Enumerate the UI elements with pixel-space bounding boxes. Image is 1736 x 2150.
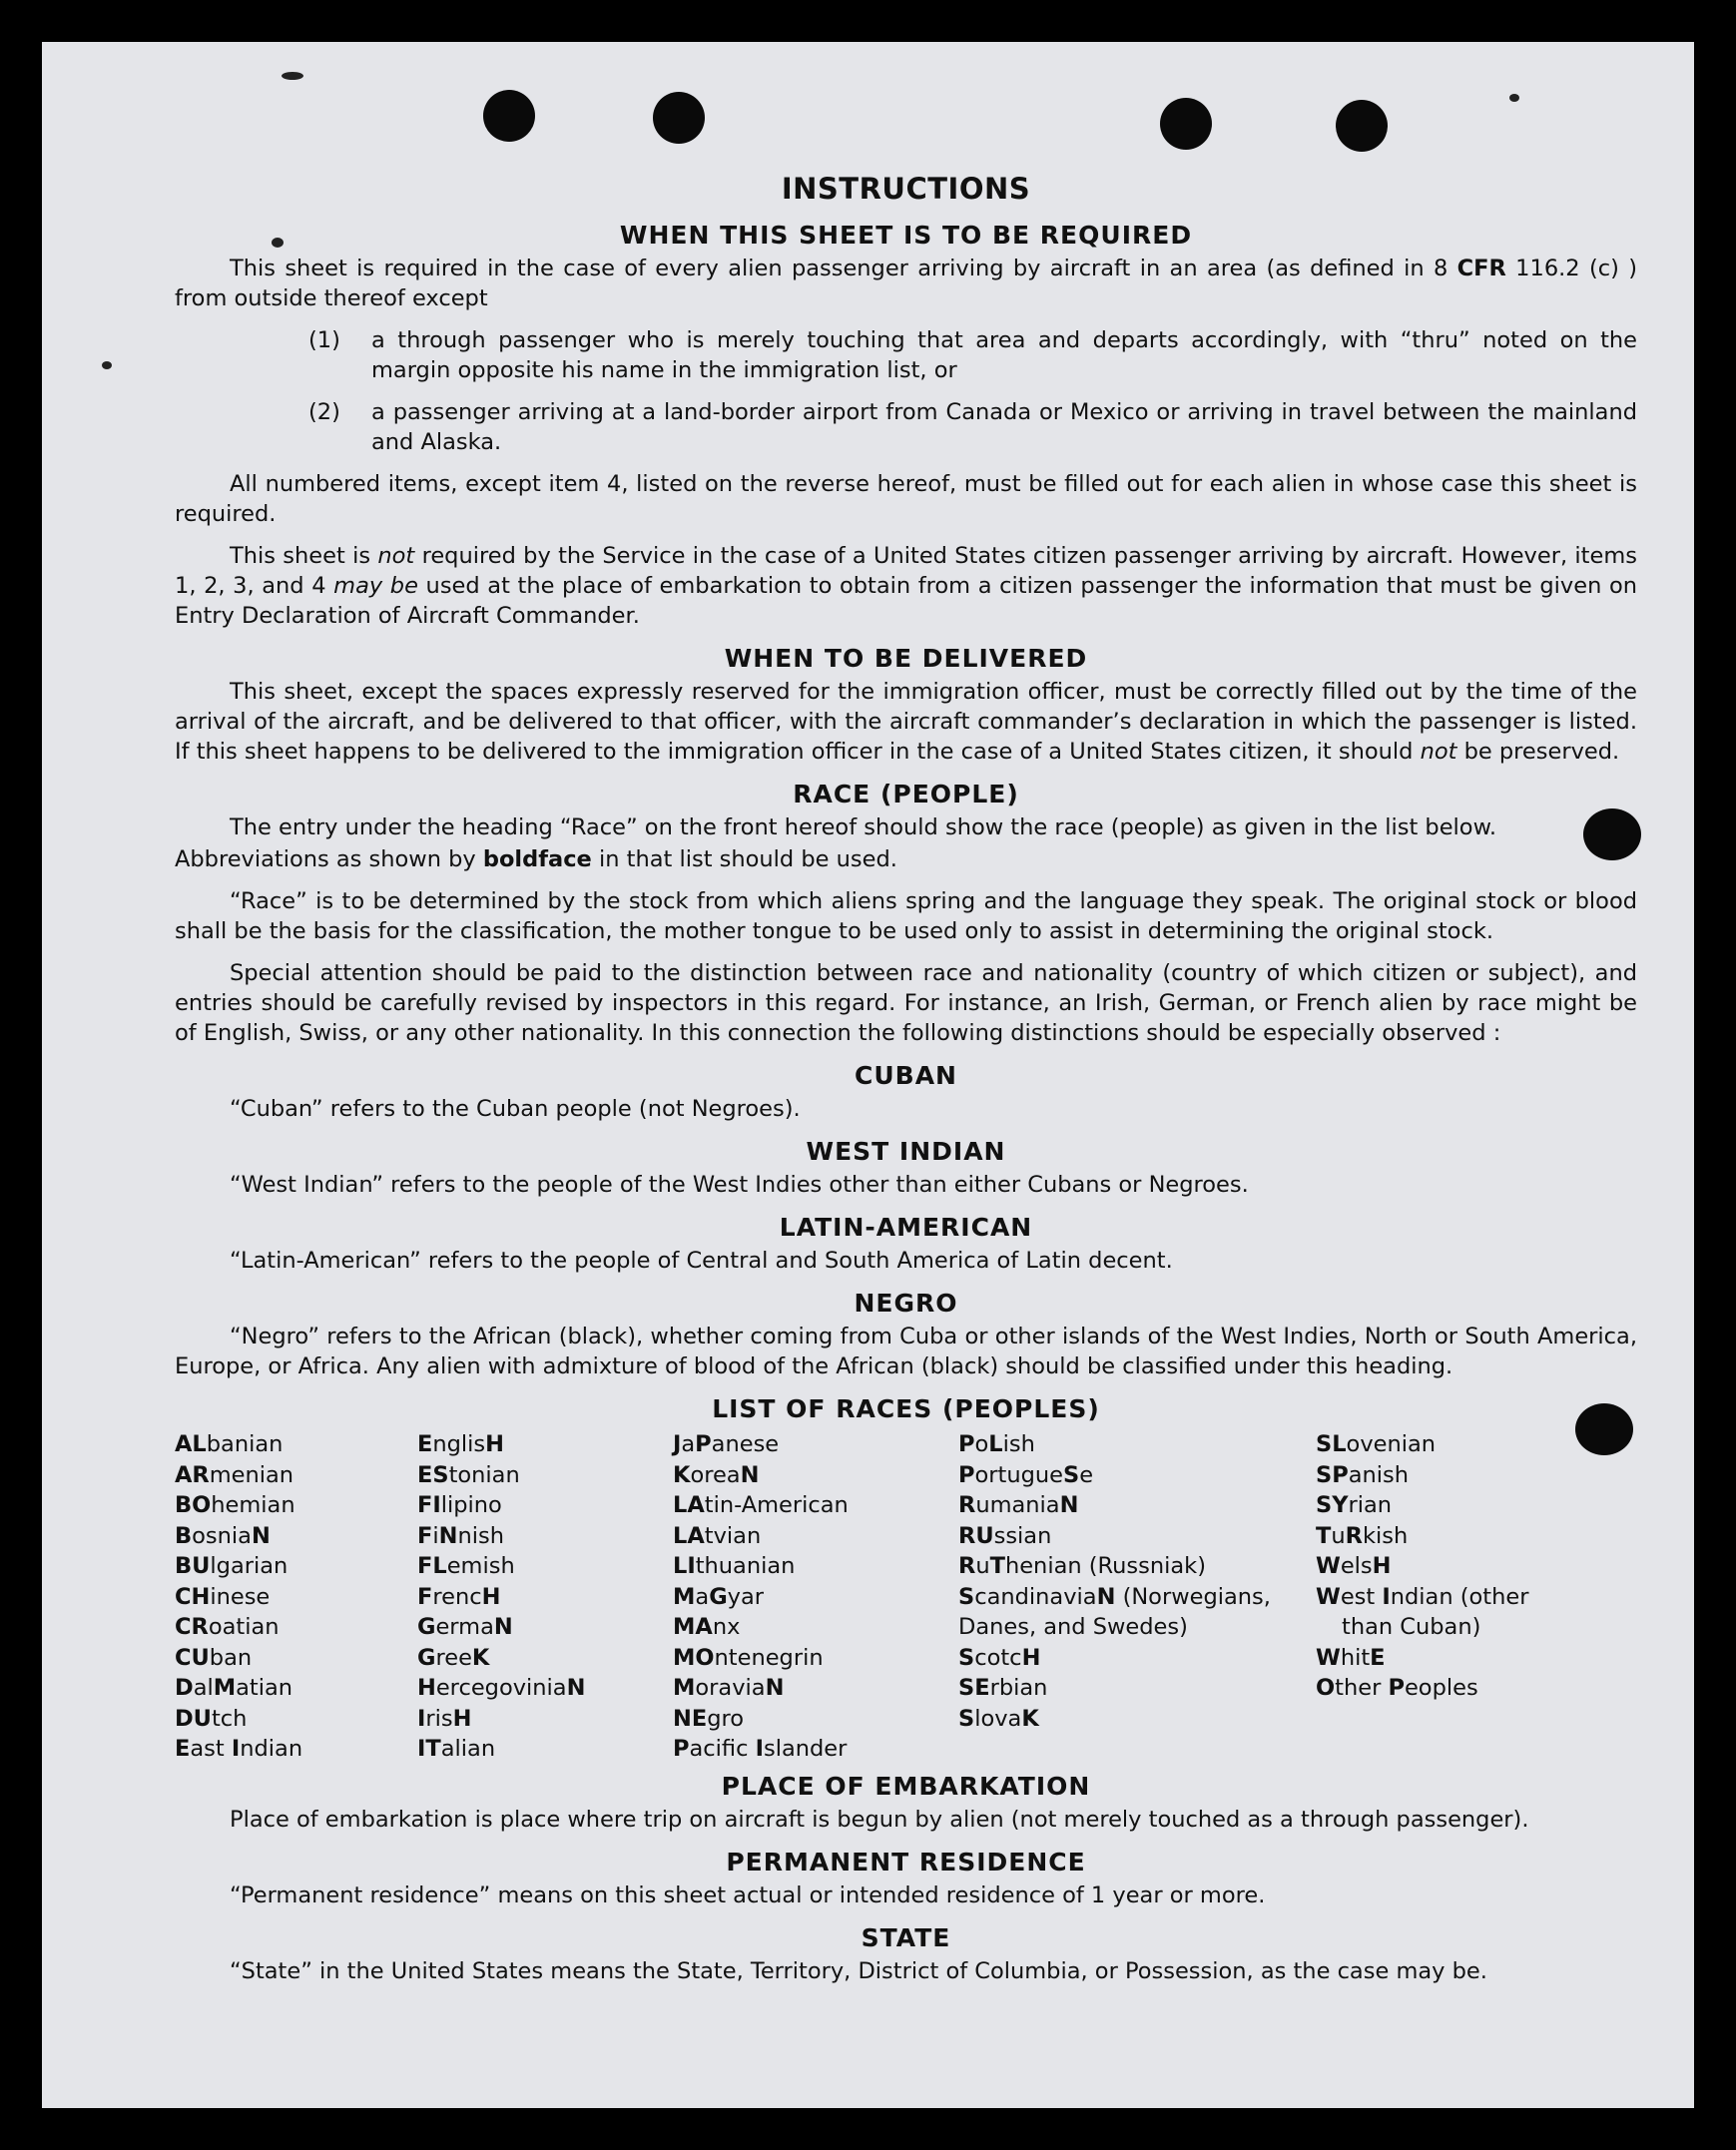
paragraph: “Latin-American” refers to the people of Central and South America of Latin decent. (230, 1248, 1173, 1274)
race-entry: JaPanese (673, 1431, 780, 1457)
race-entry: FiNnish (417, 1522, 504, 1549)
section-heading: CUBAN (855, 1061, 957, 1090)
race-entry: WelsH (1316, 1553, 1392, 1579)
race-entry: RUssian (958, 1522, 1052, 1549)
race-entry: than Cuban) (1342, 1614, 1481, 1640)
race-entry: KoreaN (673, 1461, 760, 1488)
instructions-body (175, 172, 1637, 1998)
race-entry: East Indian (175, 1736, 303, 1762)
race-entry: BOhemian (175, 1492, 295, 1518)
race-entry: LIthuanian (673, 1553, 796, 1579)
ink-speck (282, 72, 303, 80)
race-entry: LAtin-American (673, 1492, 849, 1518)
race-entry: TuRkish (1316, 1522, 1409, 1549)
section-heading: WHEN THIS SHEET IS TO BE REQUIRED (619, 221, 1193, 250)
paragraph: “Race” is to be determined by the stock from which aliens spring and the language they speak. The original stock or blood shall be the basis for the classification, the mother tongue to be used only to assist in determining the original stock. (175, 888, 1637, 944)
section-heading: PERMANENT RESIDENCE (726, 1847, 1086, 1877)
punch-hole (483, 90, 535, 142)
race-entry: SYrian (1316, 1492, 1393, 1518)
race-column (673, 1429, 958, 1765)
race-entry: FIlipino (417, 1492, 502, 1518)
race-entry: CUban (175, 1644, 253, 1671)
race-entry: Pacific Islander (673, 1736, 848, 1762)
race-entry: ScotcH (958, 1644, 1041, 1671)
paragraph: This sheet is required in the case of every alien passenger arriving by aircraft in an area (as defined in 8 CFR 116.2 (c) ) from outside thereof except (175, 256, 1637, 311)
section-heading: LIST OF RACES (PEOPLES) (712, 1394, 1100, 1423)
race-entry: HercegoviniaN (417, 1675, 586, 1701)
race-list (175, 1429, 1637, 1765)
section-heading: PLACE OF EMBARKATION (721, 1771, 1091, 1801)
punch-hole (1160, 98, 1212, 150)
race-entry: RumaniaN (958, 1492, 1079, 1518)
race-entry: ScandinaviaN (Norwegians, Danes, and Swedes) (958, 1583, 1271, 1640)
race-entry: IrisH (417, 1705, 472, 1732)
race-entry: SlovaK (958, 1705, 1039, 1732)
race-entry: PoLish (958, 1431, 1035, 1457)
section-heading: LATIN-AMERICAN (779, 1213, 1033, 1242)
race-entry: FLemish (417, 1553, 515, 1579)
race-entry: RuThenian (Russniak) (958, 1553, 1206, 1579)
paragraph: “Permanent residence” means on this sheet actual or intended residence of 1 year or more. (230, 1881, 1266, 1908)
ink-speck (1509, 94, 1519, 102)
race-entry: ITalian (417, 1736, 496, 1762)
punch-hole (653, 92, 705, 144)
paragraph: All numbered items, except item 4, listed on the reverse hereof, must be filled out for each alien in whose case this sheet is required. (175, 471, 1637, 527)
punch-hole (1336, 100, 1388, 152)
race-entry: GermaN (417, 1614, 513, 1640)
race-entry: Other Peoples (1316, 1675, 1478, 1701)
section-heading: WEST INDIAN (806, 1137, 1006, 1166)
race-entry: ALbanian (175, 1431, 284, 1457)
paragraph: “West Indian” refers to the people of the West Indies other than either Cubans or Negroes. (230, 1172, 1249, 1198)
race-entry: SPanish (1316, 1461, 1409, 1488)
race-entry: GreeK (417, 1644, 490, 1671)
section-heading: WHEN TO BE DELIVERED (724, 644, 1088, 673)
paragraph: “State” in the United States means the State, Territory, District of Columbia, or Possession, as the case may be. (230, 1957, 1487, 1984)
race-entry: MOntenegrin (673, 1644, 824, 1671)
race-column (1316, 1429, 1637, 1765)
ink-speck (102, 361, 112, 369)
race-column (958, 1429, 1316, 1765)
paragraph: The entry under the heading “Race” on the front hereof should show the race (people) as given in the list below. (230, 814, 1497, 840)
race-entry: NEgro (673, 1705, 745, 1732)
race-column (417, 1429, 673, 1765)
numbered-item: (2) a passenger arriving at a land-border airport from Canada or Mexico or arriving in travel between the mainland and Alaska. (308, 399, 1637, 455)
numbered-item: (1) a through passenger who is merely touching that area and departs accordingly, with “thru” noted on the margin opposite his name in the immigration list, or (308, 327, 1637, 383)
paragraph: Place of embarkation is place where trip on aircraft is begun by alien (not merely touched as a through passenger). (230, 1806, 1529, 1833)
paragraph: This sheet, except the spaces expressly reserved for the immigration officer, must be correctly filled out by the time of the arrival of the aircraft, and be delivered to that officer, with the aircraft commander’s declaration in which the passenger is listed. If this sheet happens to be delivered to the immigration officer in the case of a United States citizen, it should not be preserved. (175, 679, 1637, 765)
race-entry: EStonian (417, 1461, 520, 1488)
race-entry: SLovenian (1316, 1431, 1437, 1457)
race-entry: MaGyar (673, 1583, 765, 1610)
section-heading: STATE (861, 1922, 951, 1952)
race-entry: MAnx (673, 1614, 741, 1640)
race-entry: ARmenian (175, 1461, 294, 1488)
race-entry: EnglisH (417, 1431, 504, 1457)
race-entry: DUtch (175, 1705, 248, 1732)
race-entry: MoraviaN (673, 1675, 785, 1701)
race-entry: FrencH (417, 1583, 501, 1610)
section-heading: RACE (PEOPLE) (793, 780, 1019, 808)
paragraph: This sheet is not required by the Service in the case of a United States citizen passenger arriving by aircraft. However, items 1, 2, 3, and 4 may be used at the place of embarkation to obtain from a citizen passenger the information that must be given on Entry Declaration of Aircraft Commander. (175, 543, 1637, 629)
race-entry: BUlgarian (175, 1553, 289, 1579)
race-entry: DalMatian (175, 1675, 293, 1701)
paragraph: “Negro” refers to the African (black), whether coming from Cuba or other islands of the West Indies, North or South America, Europe, or Africa. Any alien with admixture of blood of the African (black) should be classified under this heading. (175, 1324, 1637, 1379)
document-page (42, 42, 1694, 2108)
page-title: INSTRUCTIONS (781, 172, 1031, 206)
race-entry: SErbian (958, 1675, 1048, 1701)
race-entry: West Indian (other (1316, 1583, 1529, 1610)
race-entry: BosniaN (175, 1522, 271, 1549)
race-column (175, 1429, 417, 1765)
race-entry: WhitE (1316, 1644, 1386, 1671)
race-entry: PortugueSe (958, 1461, 1094, 1488)
paragraph: “Cuban” refers to the Cuban people (not Negroes). (230, 1096, 801, 1122)
paragraph: Abbreviations as shown by boldface in that list should be used. (175, 846, 897, 872)
race-entry: LAtvian (673, 1522, 762, 1549)
race-entry: CRoatian (175, 1614, 280, 1640)
race-entry: CHinese (175, 1583, 271, 1610)
section-heading: NEGRO (854, 1289, 958, 1318)
paragraph: Special attention should be paid to the distinction between race and nationality (country of which citizen or subject), and entries should be carefully revised by inspectors in this regard. For instance, an Irish, German, or French alien by race might be of English, Swiss, or any other nationality. In this connection the following distinctions should be especially observed : (175, 960, 1637, 1046)
